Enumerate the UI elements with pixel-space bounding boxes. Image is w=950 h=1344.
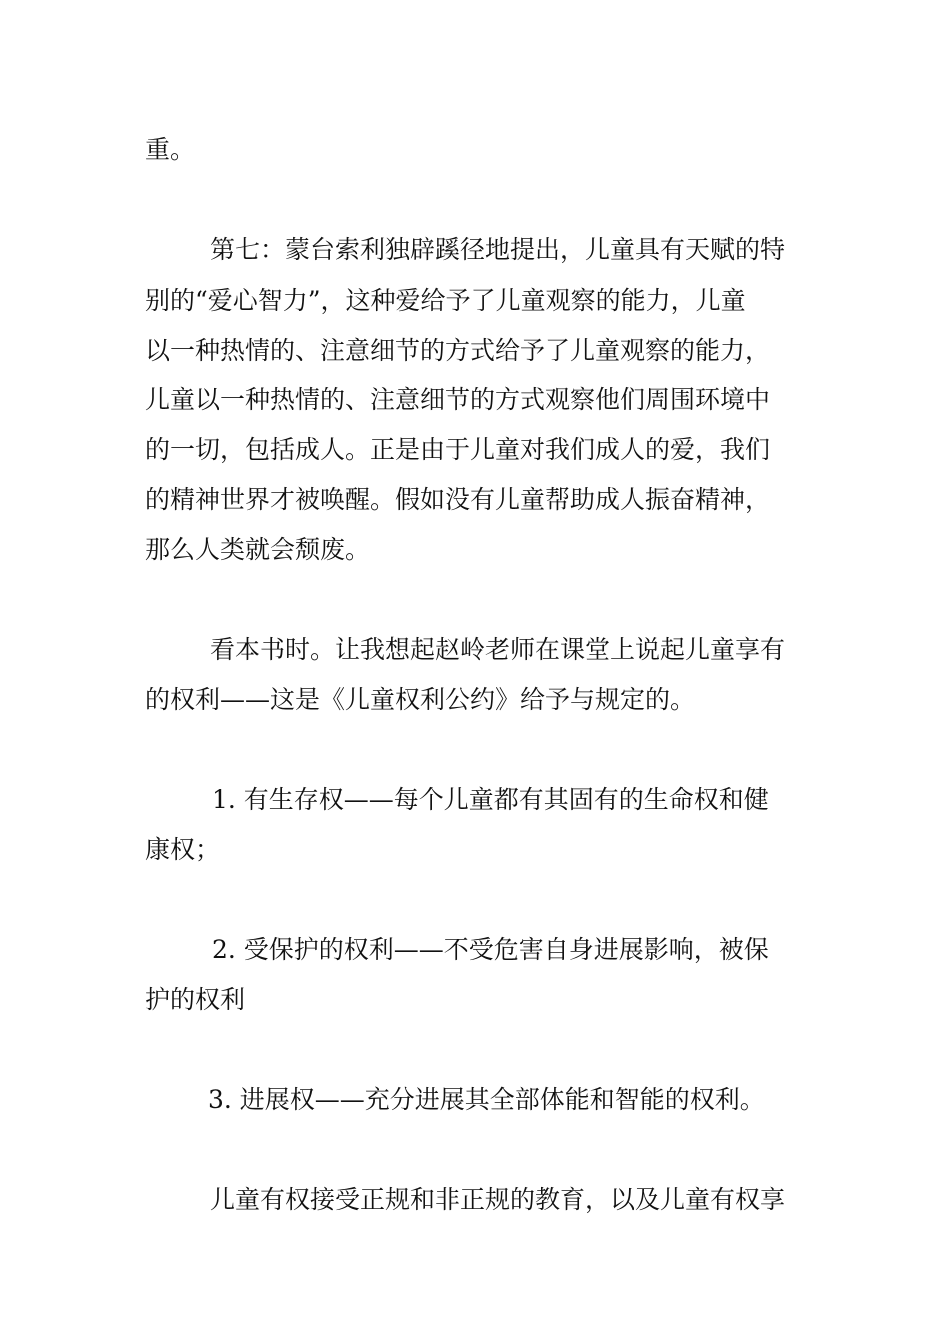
list-item-line: 2. 受保护的权利——不受危害自身进展影响，被保 [212,935,769,964]
list-item-line: 1. 有生存权——每个儿童都有其固有的生命权和健 [212,785,769,814]
paragraph-line: 的精神世界才被唤醒。假如没有儿童帮助成人振奋精神， [145,485,771,514]
list-item-line: 康权； [145,835,221,864]
paragraph-line: 的一切，包括成人。正是由于儿童对我们成人的爱，我们 [145,435,771,464]
list-item-line: 3. 进展权——充分进展其全部体能和智能的权利。 [208,1085,765,1114]
paragraph-line: 重。 [145,135,196,164]
paragraph-line: 那么人类就会颓废。 [145,535,371,564]
paragraph-line: 以一种热情的、注意细节的方式给予了儿童观察的能力， [145,336,771,365]
paragraph-line: 别的“爱心智力”，这种爱给予了儿童观察的能力，儿童 [145,286,746,315]
list-item-line: 护的权利 [145,985,246,1014]
paragraph-line: 儿童有权接受正规和非正规的教育，以及儿童有权享 [210,1185,786,1214]
paragraph-line: 的权利——这是《儿童权利公约》给予与规定的。 [145,685,696,714]
paragraph-line: 第七：蒙台索利独辟蹊径地提出，儿童具有天赋的特 [210,235,786,264]
paragraph-line: 看本书时。让我想起赵岭老师在课堂上说起儿童享有 [210,635,786,664]
paragraph-line: 儿童以一种热情的、注意细节的方式观察他们周围环境中 [145,385,771,414]
